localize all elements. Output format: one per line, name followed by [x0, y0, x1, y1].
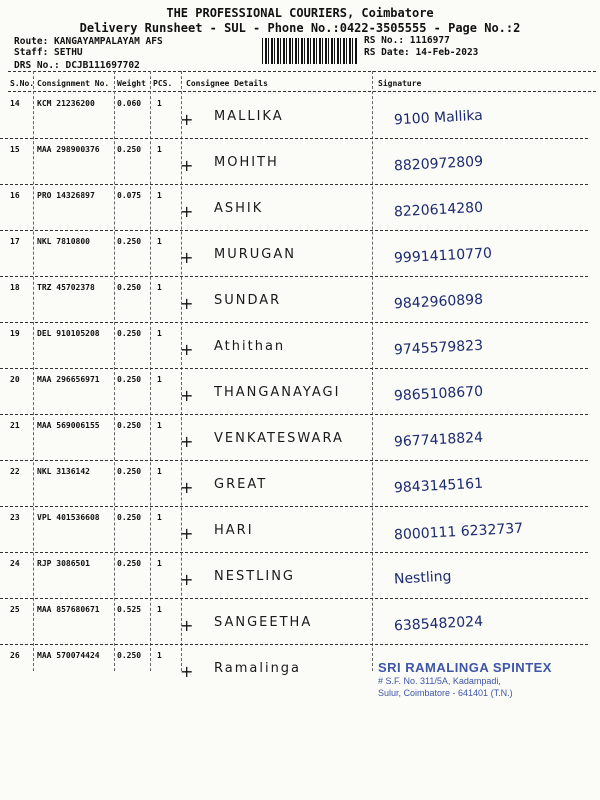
row-pcs: 1 [157, 329, 162, 338]
col-pcs: PCS. [153, 79, 173, 88]
row-consignee-name: ASHIK [214, 201, 264, 216]
row-sno: 24 [10, 559, 20, 568]
row-weight: 0.250 [117, 237, 142, 246]
row-pcs: 1 [157, 513, 162, 522]
staff-label: Staff: SETHU [14, 47, 83, 58]
row-separator [0, 276, 588, 277]
runsheet-subtitle: Delivery Runsheet - SUL - Phone No.:0422-3505555 - Page No.:2 [79, 21, 521, 35]
row-sno: 16 [10, 191, 20, 200]
row-consignee-name: Athithan [214, 339, 286, 354]
rs-date: RS Date: 14-Feb-2023 [364, 47, 479, 58]
row-weight: 0.250 [117, 421, 142, 430]
row-consignment-no: VPL 401536608 [37, 513, 100, 522]
row-pcs: 1 [157, 605, 162, 614]
row-sno: 25 [10, 605, 20, 614]
row-consignee-name: NESTLING [214, 569, 296, 584]
row-pcs: 1 [157, 651, 162, 660]
row-separator [0, 322, 588, 323]
delivery-mark: + [180, 432, 194, 451]
row-separator [0, 184, 588, 185]
row-signature: 9745579823 [393, 337, 484, 359]
header-rule-bottom [8, 91, 596, 92]
col-sno: S.No. [10, 79, 35, 88]
col-weight: Weight [117, 79, 146, 88]
row-signature: 8820972809 [393, 153, 484, 175]
row-signature: 9100 Mallika [393, 107, 484, 129]
row-consignment-no: MAA 570074424 [37, 651, 100, 660]
col-divider [33, 71, 34, 671]
row-pcs: 1 [157, 375, 162, 384]
col-signature: Signature [378, 79, 422, 88]
col-consignment: Consignment No. [37, 79, 110, 88]
delivery-mark: + [180, 662, 194, 681]
row-pcs: 1 [157, 191, 162, 200]
row-consignment-no: NKL 7810800 [37, 237, 90, 246]
row-sno: 21 [10, 421, 20, 430]
row-sno: 18 [10, 283, 20, 292]
rs-number: RS No.: 1116977 [364, 35, 450, 46]
row-consignee-name: VENKATESWARA [214, 431, 344, 446]
row-signature: 6385482024 [393, 613, 484, 635]
row-consignment-no: RJP 3086501 [37, 559, 90, 568]
row-consignee-name: SANGEETHA [214, 615, 313, 630]
row-pcs: 1 [157, 99, 162, 108]
row-pcs: 1 [157, 467, 162, 476]
row-weight: 0.250 [117, 513, 142, 522]
row-pcs: 1 [157, 237, 162, 246]
route-label: Route: KANGAYAMPALAYAM AFS [14, 36, 163, 47]
row-signature: 9865108670 [393, 383, 484, 405]
row-consignment-no: TRZ 45702378 [37, 283, 95, 292]
delivery-mark: + [180, 386, 194, 405]
row-consignment-no: DEL 910105208 [37, 329, 100, 338]
delivery-mark: + [180, 156, 194, 175]
row-signature: Nestling [393, 568, 452, 588]
row-signature: 9842960898 [393, 291, 484, 313]
header-rule-top [8, 71, 596, 72]
row-consignment-no: NKL 3136142 [37, 467, 90, 476]
drs-number: DRS No.: DCJB111697702 [14, 60, 140, 71]
col-consignee-details: Consignee Details [186, 79, 268, 88]
row-consignment-no: PRO 14326897 [37, 191, 95, 200]
row-signature: 8220614280 [393, 199, 484, 221]
row-consignment-no: MAA 296656971 [37, 375, 100, 384]
delivery-mark: + [180, 340, 194, 359]
delivery-mark: + [180, 524, 194, 543]
row-consignee-name: Ramalinga [214, 661, 302, 676]
row-sno: 19 [10, 329, 20, 338]
row-sno: 23 [10, 513, 20, 522]
row-sno: 14 [10, 99, 20, 108]
row-signature: 9843145161 [393, 475, 484, 497]
row-weight: 0.250 [117, 651, 142, 660]
row-consignee-name: THANGANAYAGI [214, 385, 341, 400]
row-weight: 0.060 [117, 99, 142, 108]
row-consignee-name: HARI [214, 523, 254, 538]
runsheet-title: THE PROFESSIONAL COURIERS, Coimbatore [166, 6, 434, 20]
row-weight: 0.525 [117, 605, 142, 614]
row-consignment-no: KCM 21236200 [37, 99, 95, 108]
row-consignment-no: MAA 857680671 [37, 605, 100, 614]
row-weight: 0.075 [117, 191, 142, 200]
barcode [262, 38, 358, 64]
row-separator [0, 598, 588, 599]
row-weight: 0.250 [117, 329, 142, 338]
row-weight: 0.250 [117, 283, 142, 292]
delivery-mark: + [180, 202, 194, 221]
delivery-mark: + [180, 616, 194, 635]
row-pcs: 1 [157, 145, 162, 154]
row-separator [0, 460, 588, 461]
row-weight: 0.250 [117, 559, 142, 568]
row-pcs: 1 [157, 559, 162, 568]
row-signature: 9677418824 [393, 429, 484, 451]
stamp-name: SRI RAMALINGA SPINTEX [378, 660, 552, 675]
row-consignment-no: MAA 569006155 [37, 421, 100, 430]
row-separator [0, 230, 588, 231]
row-sno: 17 [10, 237, 20, 246]
row-weight: 0.250 [117, 467, 142, 476]
delivery-mark: + [180, 110, 194, 129]
row-sno: 15 [10, 145, 20, 154]
row-signature: 8000111 6232737 [393, 520, 524, 544]
company-stamp [378, 660, 593, 720]
row-sno: 22 [10, 467, 20, 476]
row-consignee-name: MURUGAN [214, 247, 296, 262]
col-divider [372, 71, 373, 671]
col-divider [114, 71, 115, 671]
row-pcs: 1 [157, 283, 162, 292]
row-weight: 0.250 [117, 145, 142, 154]
row-separator [0, 644, 588, 645]
row-separator [0, 552, 588, 553]
delivery-mark: + [180, 294, 194, 313]
row-consignment-no: MAA 298900376 [37, 145, 100, 154]
row-weight: 0.250 [117, 375, 142, 384]
row-consignee-name: MOHITH [214, 155, 279, 170]
delivery-mark: + [180, 570, 194, 589]
row-separator [0, 368, 588, 369]
row-separator [0, 414, 588, 415]
row-pcs: 1 [157, 421, 162, 430]
row-signature: 99914110770 [393, 245, 493, 267]
row-consignee-name: GREAT [214, 477, 268, 492]
row-separator [0, 138, 588, 139]
row-sno: 20 [10, 375, 20, 384]
delivery-mark: + [180, 248, 194, 267]
row-separator [0, 506, 588, 507]
delivery-mark: + [180, 478, 194, 497]
row-consignee-name: MALLIKA [214, 109, 284, 124]
row-sno: 26 [10, 651, 20, 660]
col-divider [150, 71, 151, 671]
row-consignee-name: SUNDAR [214, 293, 282, 308]
stamp-address-1: # S.F. No. 311/5A, Kadampadi, [378, 676, 501, 686]
stamp-address-2: Sulur, Coimbatore - 641401 (T.N.) [378, 688, 513, 698]
